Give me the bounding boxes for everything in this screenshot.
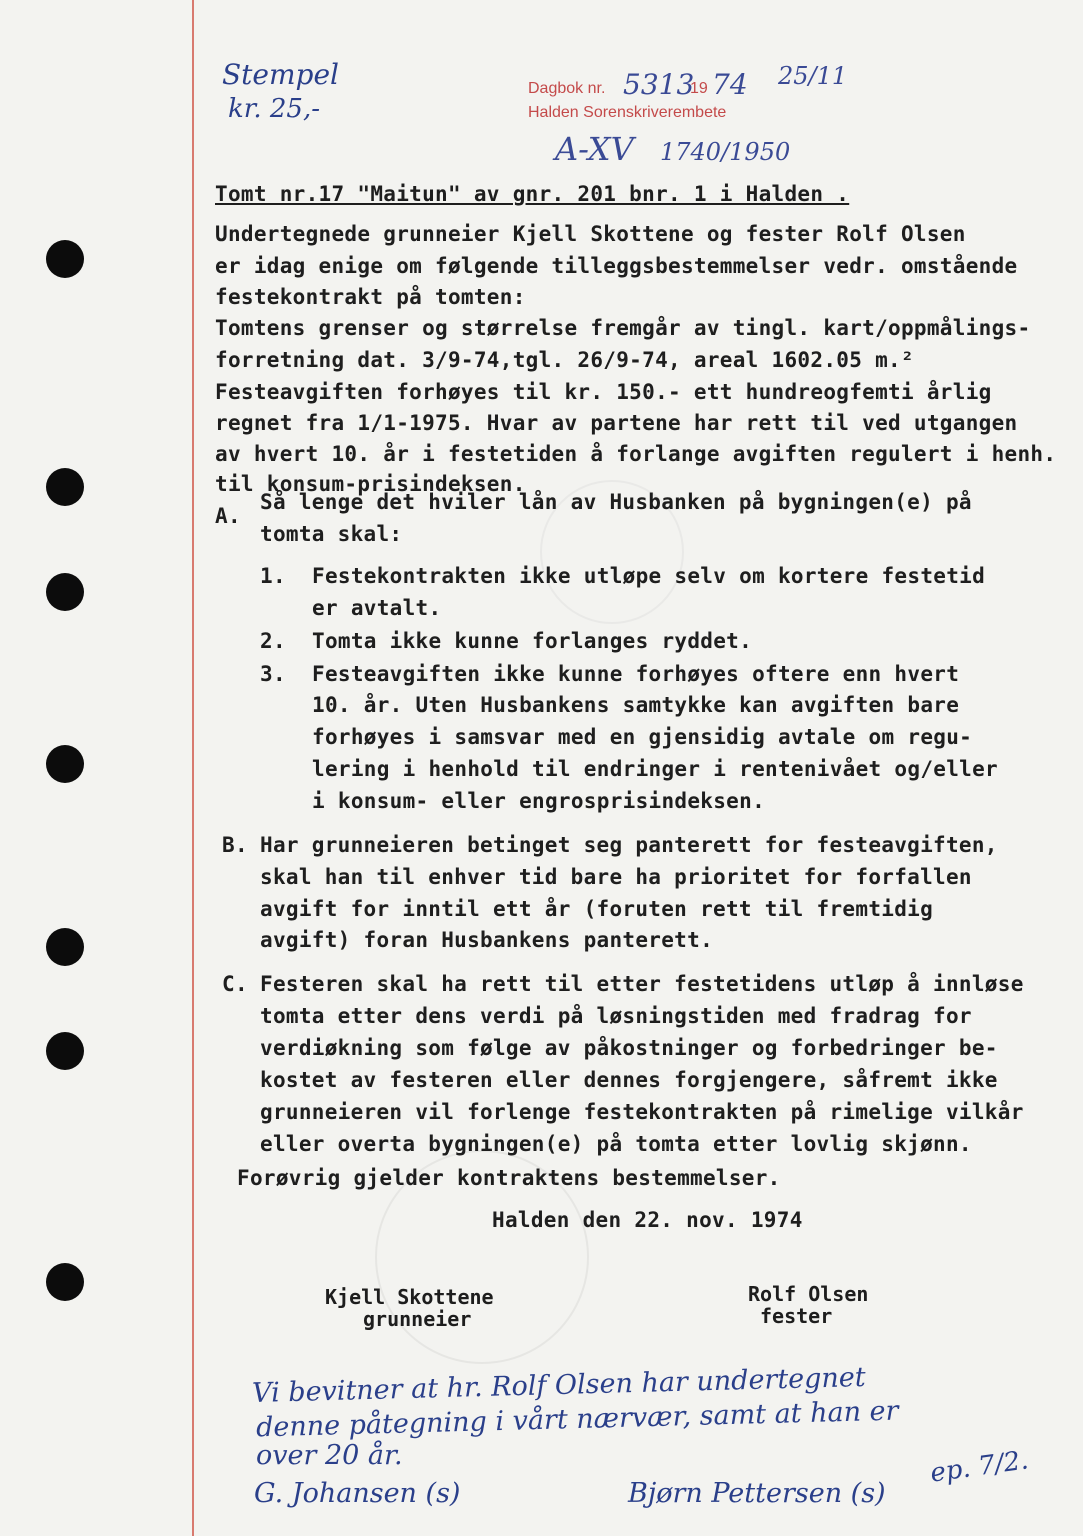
body-line: Festeavgiften forhøyes til kr. 150.- ett hundreogfemti årlig bbox=[215, 380, 992, 404]
handwritten-stempel: Stempel bbox=[222, 58, 340, 91]
section-c-text: verdiøkning som følge av påkostninger og forbedringer be- bbox=[260, 1036, 998, 1060]
witness-note-line: Vi bevitner at hr. Rolf Olsen har undertegnet bbox=[251, 1361, 867, 1410]
item-text: lering i henhold til endringer i rentenivået og/eller bbox=[312, 757, 998, 781]
margin-line bbox=[192, 0, 194, 1536]
document-heading: Tomt nr.17 "Maitun" av gnr. 201 bnr. 1 i Halden . bbox=[215, 182, 850, 206]
section-c-text: eller overta bygningen(e) på tomta etter lovlig skjønn. bbox=[260, 1132, 972, 1156]
item-text: Tomta ikke kunne forlanges ryddet. bbox=[312, 629, 753, 653]
punch-hole bbox=[46, 240, 84, 278]
stamp-year-prefix: 19 bbox=[690, 80, 708, 97]
signature-left-role: grunneier bbox=[363, 1307, 472, 1331]
section-b-text: Har grunneieren betinget seg panterett for festeavgiften, bbox=[260, 833, 998, 857]
handwritten-ref-number: 1740/1950 bbox=[660, 138, 791, 166]
punch-hole bbox=[46, 745, 84, 783]
handwritten-ref: A-XV bbox=[555, 130, 634, 168]
section-a-label: A. bbox=[215, 504, 241, 528]
item-text: Festekontrakten ikke utløpe selv om kortere festetid bbox=[312, 564, 986, 588]
punch-hole bbox=[46, 1263, 84, 1301]
item-text: er avtalt. bbox=[312, 596, 442, 620]
stamp-court-name: Halden Sorenskriverembete bbox=[528, 104, 727, 121]
signature-right-role: fester bbox=[760, 1304, 833, 1328]
item-number: 2. bbox=[260, 629, 286, 653]
item-text: 10. år. Uten Husbankens samtykke kan avgiften bare bbox=[312, 693, 960, 717]
section-a-intro: tomta skal: bbox=[260, 522, 403, 546]
section-b-text: skal han til enhver tid bare ha prioritet for forfallen bbox=[260, 865, 972, 889]
section-c-text: tomta etter dens verdi på løsningstiden med fradrag for bbox=[260, 1004, 972, 1028]
witness-signature-left: G. Johansen (s) bbox=[254, 1478, 461, 1509]
witness-note-line: denne påtegning i vårt nærvær, samt at han er bbox=[255, 1395, 899, 1444]
section-c-label: C. bbox=[222, 972, 248, 996]
handwritten-fee: kr. 25,- bbox=[228, 94, 320, 124]
section-a-intro: Så lenge det hviler lån av Husbanken på bygningen(e) på bbox=[260, 490, 972, 514]
body-line: forretning dat. 3/9-74,tgl. 26/9-74, areal 1602.05 m.² bbox=[215, 348, 914, 372]
body-line: festekontrakt på tomten: bbox=[215, 285, 526, 309]
witness-signature-right: Bjørn Pettersen (s) bbox=[628, 1478, 886, 1509]
stamp-date: 25/11 bbox=[778, 62, 848, 90]
item-number: 1. bbox=[260, 564, 286, 588]
punch-hole bbox=[46, 573, 84, 611]
closing-text: Forøvrig gjelder kontraktens bestemmelser. bbox=[237, 1166, 781, 1190]
punch-hole bbox=[46, 468, 84, 506]
section-c-text: grunneieren vil forlenge festekontrakten på rimelige vilkår bbox=[260, 1100, 1024, 1124]
item-number: 3. bbox=[260, 662, 286, 686]
body-line: til konsum-prisindeksen. bbox=[215, 472, 526, 496]
stamp-dagbok-number: 5313 bbox=[623, 68, 695, 101]
body-line: er idag enige om følgende tilleggsbestemmelser vedr. omstående bbox=[215, 254, 1018, 278]
witness-note-line: over 20 år. bbox=[256, 1440, 403, 1471]
body-line: Undertegnede grunneier Kjell Skottene og fester Rolf Olsen bbox=[215, 222, 966, 246]
signature-left-name: Kjell Skottene bbox=[325, 1285, 494, 1309]
body-line: Tomtens grenser og størrelse fremgår av tingl. kart/oppmålings- bbox=[215, 316, 1031, 340]
punch-hole bbox=[46, 1032, 84, 1070]
body-line: av hvert 10. år i festetiden å forlange avgiften regulert i henh. bbox=[215, 442, 1057, 466]
punch-hole bbox=[46, 928, 84, 966]
stamp-dagbok-label: Dagbok nr. bbox=[528, 80, 606, 97]
stamp-year: 74 bbox=[712, 68, 748, 101]
item-text: i konsum- eller engrosprisindeksen. bbox=[312, 789, 766, 813]
section-c-text: Festeren skal ha rett til etter festetidens utløp å innløse bbox=[260, 972, 1024, 996]
section-c-text: kostet av festeren eller dennes forgjengere, såfremt ikke bbox=[260, 1068, 998, 1092]
section-b-text: avgift) foran Husbankens panterett. bbox=[260, 928, 714, 952]
section-b-label: B. bbox=[222, 833, 248, 857]
body-line: regnet fra 1/1-1975. Hvar av partene har rett til ved utgangen bbox=[215, 411, 1018, 435]
item-text: Festeavgiften ikke kunne forhøyes oftere enn hvert bbox=[312, 662, 960, 686]
signature-right-name: Rolf Olsen bbox=[748, 1282, 869, 1306]
item-text: forhøyes i samsvar med en gjensidig avtale om regu- bbox=[312, 725, 973, 749]
handwritten-initials: ep. 7/2. bbox=[928, 1445, 1031, 1489]
section-b-text: avgift for inntil ett år (foruten rett til fremtidig bbox=[260, 897, 934, 921]
place-date: Halden den 22. nov. 1974 bbox=[492, 1208, 803, 1232]
